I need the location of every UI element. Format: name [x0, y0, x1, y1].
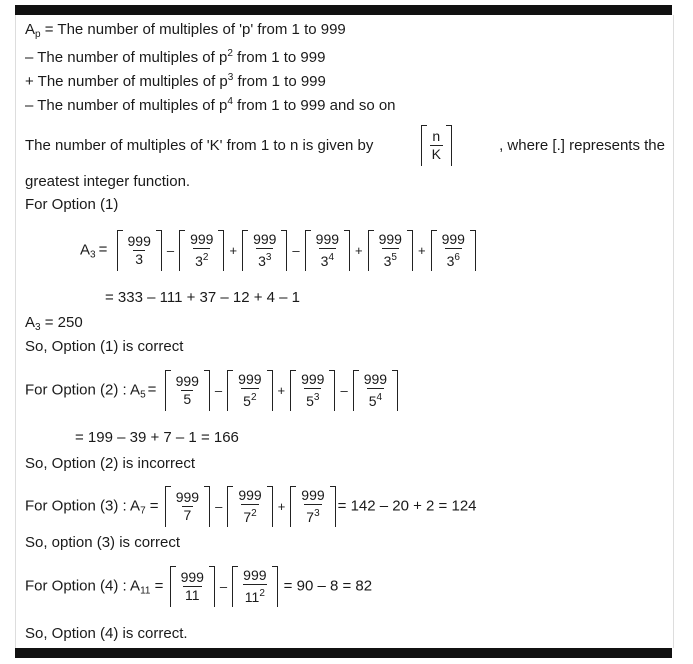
- bottom-border-bar: [15, 648, 672, 658]
- intro-line-3: + The number of multiples of $p^3$ from 1 to 999: [25, 72, 326, 90]
- option1-heading: For Option (1): [25, 196, 119, 213]
- operator: –: [166, 242, 175, 258]
- intro-line-1: $A_p$ = The number of multiples of 'p' from 1 to 999: [25, 21, 346, 40]
- floor-term: $\frac{999}{3^2}$: [179, 230, 224, 271]
- option4-conclusion: So, Option (4) is correct.: [25, 625, 188, 642]
- option1-calculation: = 333 – 111 + 37 – 12 + 4 – 1: [105, 289, 301, 306]
- option1-equation: $A_3$ = $\frac{999}{3}$ – $\frac{999}{3^2}$ + $\frac{999}{3^3}$ – $\frac{999}{3^4}$ + $\frac{999}{3^5}$ + $\frac{999}{3^6}$: [80, 230, 478, 271]
- operator: –: [215, 498, 223, 514]
- floor-term: $\frac{999}{7^2}$: [227, 486, 272, 527]
- inline-calculation: = 142 – 20 + 2 = 124: [337, 497, 477, 515]
- floor-n-over-k: $\frac{n}{K}$: [421, 125, 452, 166]
- top-border-bar: [15, 5, 672, 15]
- floor-term: $\frac{999}{11^2}$: [232, 566, 277, 607]
- operator: +: [277, 498, 286, 514]
- floor-term: $\frac{999}{5^4}$: [353, 370, 398, 411]
- floor-term: $\frac{999}{11}$: [170, 566, 215, 607]
- operator: –: [214, 382, 223, 398]
- option4-equation: For Option (4) : $A_{11}$ = $\frac{999}{11}$ – $\frac{999}{11^2}$ = 90 – 8 = 82: [25, 567, 373, 605]
- option3-conclusion: So, option (3) is correct: [25, 534, 181, 551]
- option2-calculation: = 199 – 39 + 7 – 1 = 166: [75, 429, 239, 446]
- floor-term: $\frac{999}{5}$: [165, 370, 210, 411]
- option3-equation: For Option (3) : $A_7$ = $\frac{999}{7}$ – $\frac{999}{7^2}$ + $\frac{999}{7^3}$ = 142 – 20 + 2 = 124: [25, 487, 477, 525]
- definition-text-2: , where [.] represents the: [499, 136, 665, 154]
- floor-term: $\frac{999}{5^2}$: [227, 370, 272, 411]
- option2-conclusion: So, Option (2) is incorrect: [25, 455, 196, 472]
- operator: –: [219, 578, 228, 594]
- definition-paragraph: [25, 125, 665, 166]
- inline-calculation: = 90 – 8 = 82: [279, 577, 373, 595]
- definition-text-1: The number of multiples of 'K' from 1 to n is given by: [25, 136, 374, 154]
- floor-term: $\frac{999}{3^3}$: [242, 230, 287, 271]
- floor-term: $\frac{999}{5^3}$: [290, 370, 335, 411]
- floor-term: $\frac{999}{7}$: [165, 486, 210, 527]
- option1-result: $A_3 = 250$: [25, 314, 83, 333]
- floor-term: $\frac{999}{3}$: [117, 230, 162, 271]
- operator: +: [417, 242, 426, 258]
- floor-term: $\frac{999}{3^5}$: [368, 230, 413, 271]
- option2-equation: For Option (2) : $A_5$ = $\frac{999}{5}$ – $\frac{999}{5^2}$ + $\frac{999}{5^3}$ – $\frac{999}{5^4}$: [25, 370, 400, 411]
- operator: +: [229, 242, 238, 258]
- operator: +: [355, 242, 363, 258]
- floor-term: $\frac{999}{7^3}$: [290, 486, 335, 527]
- option1-conclusion: So, Option (1) is correct: [25, 338, 184, 355]
- floor-term: $\frac{999}{3^4}$: [305, 230, 350, 271]
- operator: –: [292, 242, 300, 258]
- intro-line-4: – The number of multiples of $p^4$ from 1 to 999 and so on: [25, 96, 396, 114]
- definition-line-2: greatest integer function.: [25, 173, 191, 190]
- operator: +: [277, 382, 286, 398]
- operator: –: [340, 382, 348, 398]
- floor-term: $\frac{999}{3^6}$: [431, 230, 476, 271]
- intro-line-2: – The number of multiples of $p^2$ from 1 to 999: [25, 48, 326, 66]
